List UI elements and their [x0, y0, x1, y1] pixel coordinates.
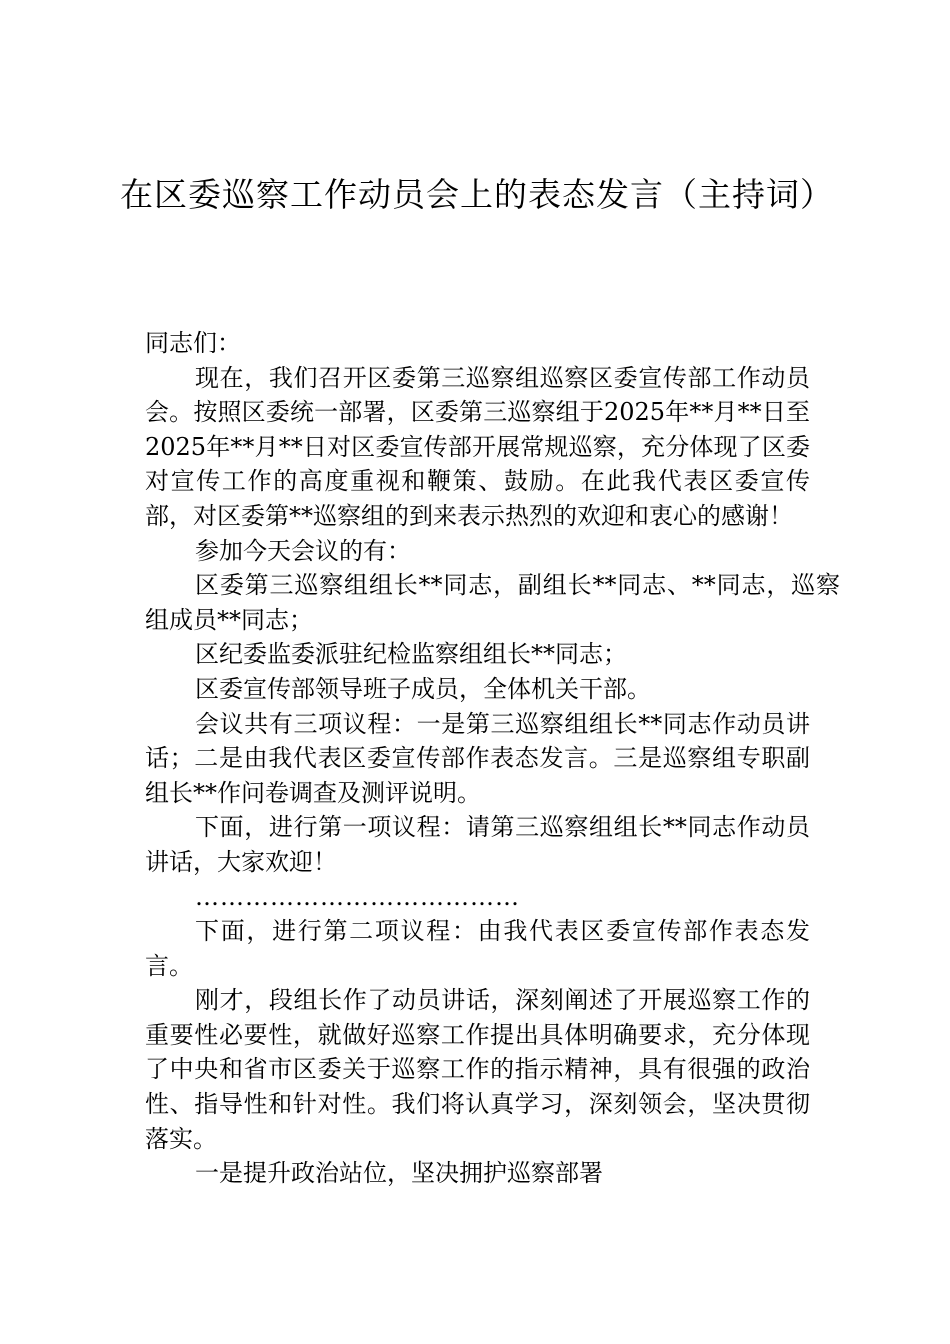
paragraph-attendees-intro: 参加今天会议的有：	[195, 536, 411, 565]
document-title: 在区委巡察工作动员会上的表态发言（主持词）	[120, 175, 834, 214]
paragraph-attendees-discipline-team: 区纪委监委派驻纪检监察组组长**同志；	[195, 640, 627, 669]
paragraph-attendees-department: 区委宣传部领导班子成员，全体机关干部。	[195, 674, 651, 703]
paragraph-second-item: 下面，进行第二项议程：由我代表区委宣传部作表态发言。	[145, 917, 810, 980]
paragraph-attendees-inspection-team: 区委第三巡察组组长**同志，副组长**同志、**同志，巡察组成员**同志；	[145, 571, 840, 634]
paragraph-agenda: 会议共有三项议程：一是第三巡察组组长**同志作动员讲话；二是由我代表区委宣传部作表态发言。三是巡察组专职副组长**作问卷调查及测评说明。	[145, 709, 810, 807]
salutation: 同志们：	[145, 329, 241, 357]
paragraph-response: 刚才，段组长作了动员讲话，深刻阐述了开展巡察工作的重要性必要性，就做好巡察工作提出具体明确要求，充分体现了中央和省市区委关于巡察工作的指示精神，具有很强的政治性、指导性和针对性。我们将认真学习，深刻领会，坚决贯彻落实。	[145, 986, 810, 1153]
ellipsis-divider: …………………………………	[195, 882, 520, 911]
document-body	[145, 326, 840, 1191]
paragraph-point-one-heading: 一是提升政治站位，坚决拥护巡察部署	[195, 1159, 603, 1188]
paragraph-first-item: 下面，进行第一项议程：请第三巡察组组长**同志作动员讲话，大家欢迎！	[145, 813, 810, 876]
paragraph-opening: 现在，我们召开区委第三巡察组巡察区委宣传部工作动员会。按照区委统一部署，区委第三巡察组于2025年**月**日至2025年**月**日对区委宣传部开展常规巡察，充分体现了区委对宣传工作的高度重视和鞭策、鼓励。在此我代表区委宣传部，对区委第**巡察组的到来表示热烈的欢迎和衷心的感谢！	[145, 363, 810, 530]
